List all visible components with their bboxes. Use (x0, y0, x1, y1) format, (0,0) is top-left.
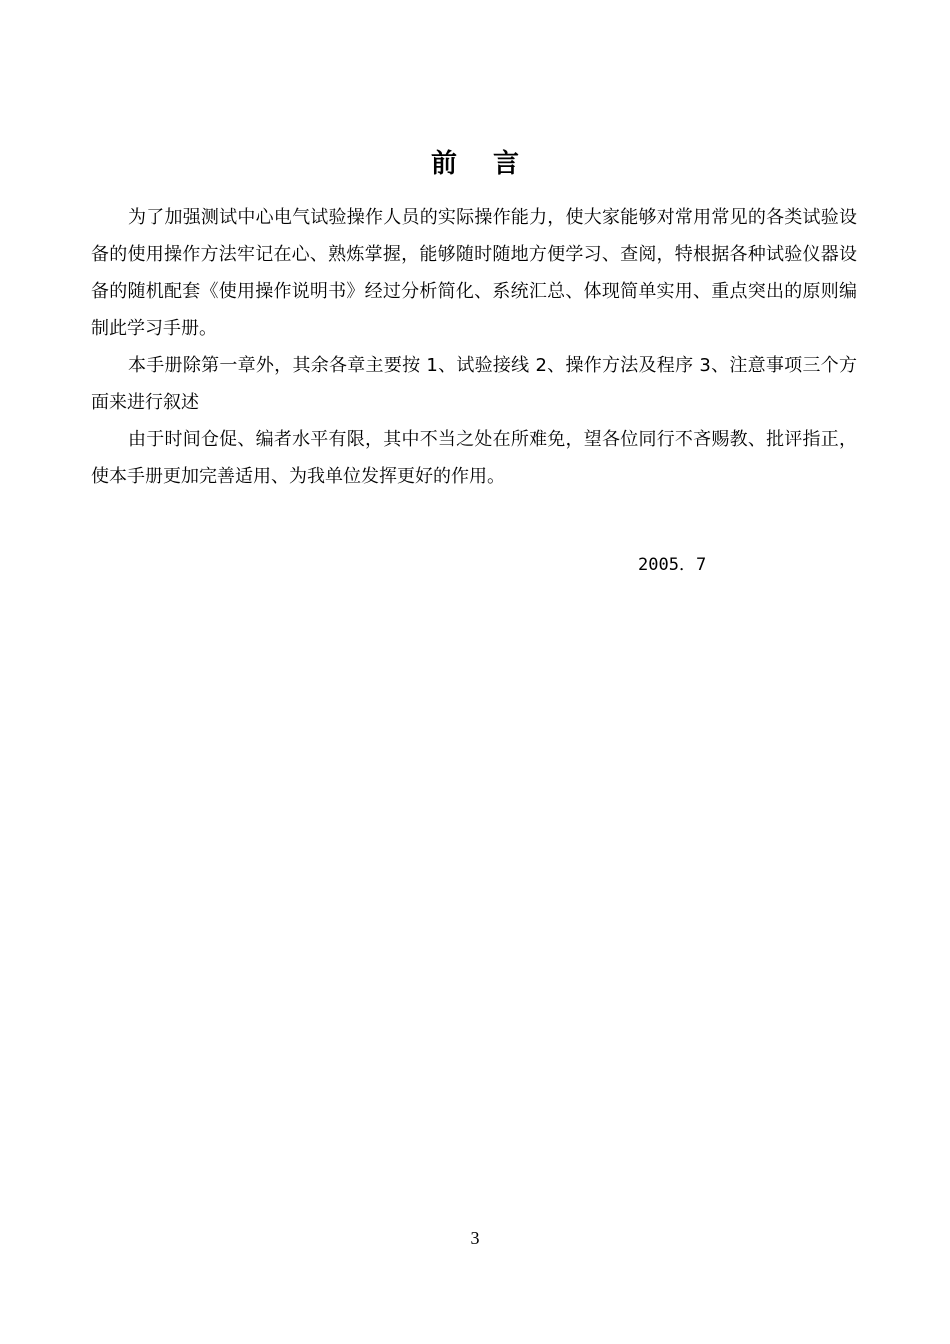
paragraph-structure: 本手册除第一章外，其余各章主要按 1、试验接线 2、操作方法及程序 3、注意事项三个方面来进行叙述 (91, 355, 857, 413)
preface-body (91, 199, 857, 495)
preface-date: 2005．7 (638, 555, 707, 575)
page-number: 3 (470, 1228, 480, 1248)
paragraph-disclaimer: 由于时间仓促、编者水平有限，其中不当之处在所难免，望各位同行不吝赐教、批评指正，使本手册更加完善适用、为我单位发挥更好的作用。 (91, 429, 857, 487)
page-title: 前言 (430, 149, 555, 179)
paragraph-purpose: 为了加强测试中心电气试验操作人员的实际操作能力，使大家能够对常用常见的各类试验设备的使用操作方法牢记在心、熟炼掌握，能够随时随地方便学习、查阅，特根据各种试验仪器设备的随机配套《使用操作说明书》经过分析简化、系统汇总、体现简单实用、重点突出的原则编制此学习手册。 (91, 207, 857, 339)
